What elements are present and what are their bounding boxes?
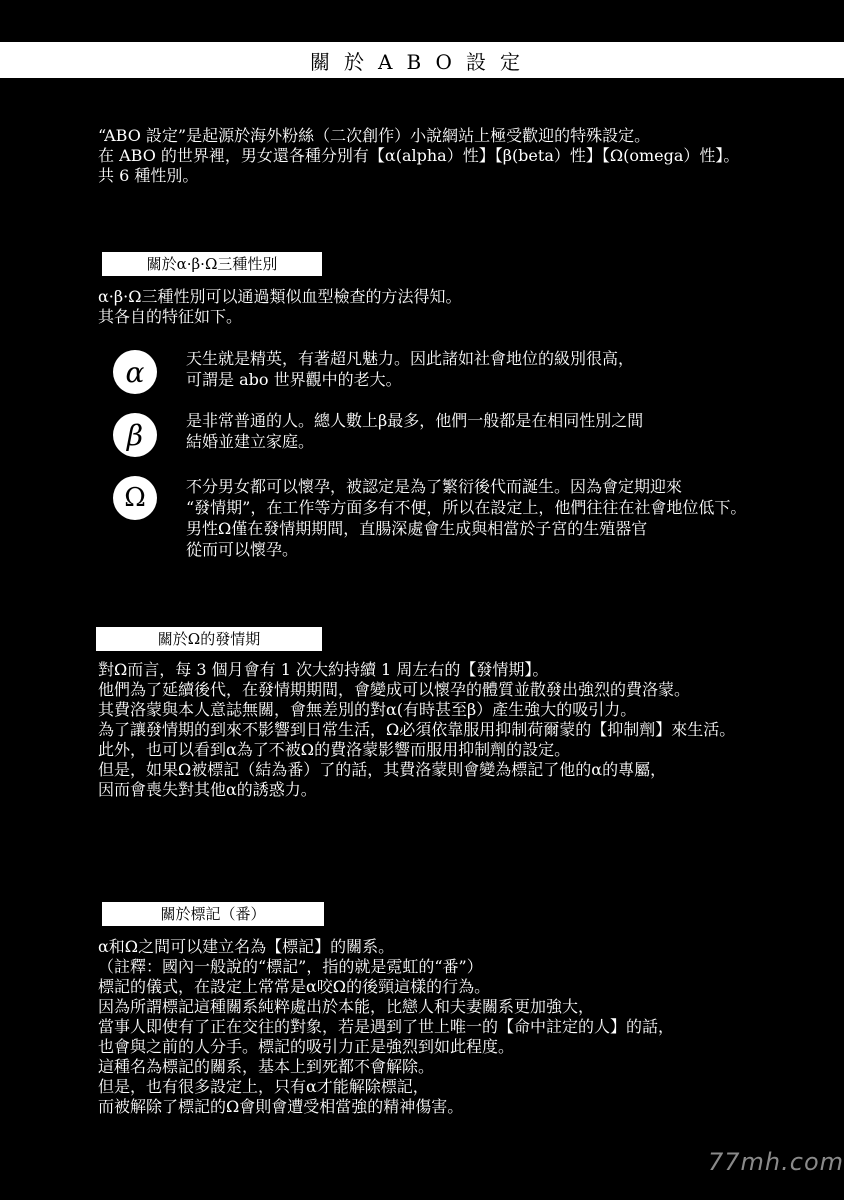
alpha-symbol-icon: α	[113, 350, 157, 394]
intro-paragraph	[98, 126, 739, 186]
section-line: 但是，也有很多設定上，只有α才能解除標記，	[98, 1077, 429, 1096]
section-line: 這種名為標記的關系，基本上到死都不會解除。	[98, 1057, 435, 1076]
description-line: 男性Ω僅在發情期期間，直腸深處會生成與相當於子宮的生殖器官	[186, 519, 648, 538]
alpha-description	[186, 348, 634, 390]
section-line: 為了讓發情期的到來不影響到日常生活，Ω必須依靠服用抑制荷爾蒙的【抑制劑】來生活。	[98, 720, 736, 739]
section-line: （註釋：國內一般說的“標記”，指的就是霓虹的“番”）	[98, 957, 483, 976]
section-line: 其費洛蒙與本人意誌無關，會無差別的對α(有時甚至β）產生強大的吸引力。	[98, 700, 637, 719]
description-line: 天生就是精英，有著超凡魅力。因此諸如社會地位的級別很高，	[186, 349, 635, 368]
description-line: 可謂是 abo 世界觀中的老大。	[186, 370, 402, 389]
beta-symbol-icon: β	[113, 413, 157, 457]
description-line: 從而可以懷孕。	[186, 540, 299, 559]
description-line: 不分男女都可以懷孕，被認定是為了繁衍後代而誕生。因為會定期迎來	[186, 477, 683, 496]
section-line: 當事人即使有了正在交往的對象，若是遇到了世上唯一的【命中註定的人】的話，	[98, 1017, 675, 1036]
description-line: 結婚並建立家庭。	[186, 432, 315, 451]
section-line: 此外，也可以看到α為了不被Ω的費洛蒙影響而服用抑制劑的設定。	[98, 740, 571, 759]
omega-symbol-icon: Ω	[113, 476, 157, 520]
section-line: 其各自的特征如下。	[98, 307, 243, 326]
page-title: 關於ABO設定	[310, 49, 534, 74]
section-line: 但是，如果Ω被標記（結為番）了的話，其費洛蒙則會變為標記了他的α的專屬，	[98, 760, 667, 779]
intro-line: “ABO 設定”是起源於海外粉絲（二次創作）小說網站上極受歡迎的特殊設定。	[98, 126, 651, 145]
section-label-marking: 關於標記（番）	[102, 902, 324, 926]
section-label-three-genders: 關於α·β·Ω三種性別	[102, 252, 322, 276]
section-line: 而被解除了標記的Ω會則會遭受相當強的精神傷害。	[98, 1097, 464, 1116]
section-line: 標記的儀式，在設定上常常是α咬Ω的後頸這樣的行為。	[98, 977, 491, 996]
marking-paragraph	[98, 937, 674, 1117]
site-watermark: 77mh.com	[708, 1148, 844, 1176]
description-line: “發情期”，在工作等方面多有不便，所以在設定上，他們往往在社會地位低下。	[186, 498, 747, 517]
section-line: 對Ω而言，每 3 個月會有 1 次大約持續 1 周左右的【發情期】。	[98, 660, 549, 679]
omega-description	[186, 476, 746, 560]
section-line: α·β·Ω三種性別可以通過類似血型檢查的方法得知。	[98, 287, 462, 306]
description-line: 是非常普通的人。總人數上β最多，他們一般都是在相同性別之間	[186, 411, 644, 430]
section-line: 因而會喪失對其他α的誘惑力。	[98, 780, 317, 799]
section-line: 他們為了延續後代，在發情期期間，會變成可以懷孕的體質並散發出強烈的費洛蒙。	[98, 680, 691, 699]
section-line: 也會與之前的人分手。標記的吸引力正是強烈到如此程度。	[98, 1037, 515, 1056]
intro-line: 在 ABO 的世界裡，男女還各種分別有【α(alpha）性】【β(beta）性】【Ω(omega）性】。	[98, 146, 740, 165]
page-title-bar	[0, 42, 844, 78]
beta-description	[186, 410, 643, 452]
heat-paragraph	[98, 660, 735, 800]
section-label-heat: 關於Ω的發情期	[96, 627, 322, 651]
intro-line: 共 6 種性別。	[98, 166, 199, 185]
section-line: 因為所謂標記這種關系純粹處出於本能，比戀人和夫妻關系更加強大，	[98, 997, 595, 1016]
three-genders-intro	[98, 287, 462, 327]
section-line: α和Ω之間可以建立名為【標記】的關系。	[98, 937, 395, 956]
